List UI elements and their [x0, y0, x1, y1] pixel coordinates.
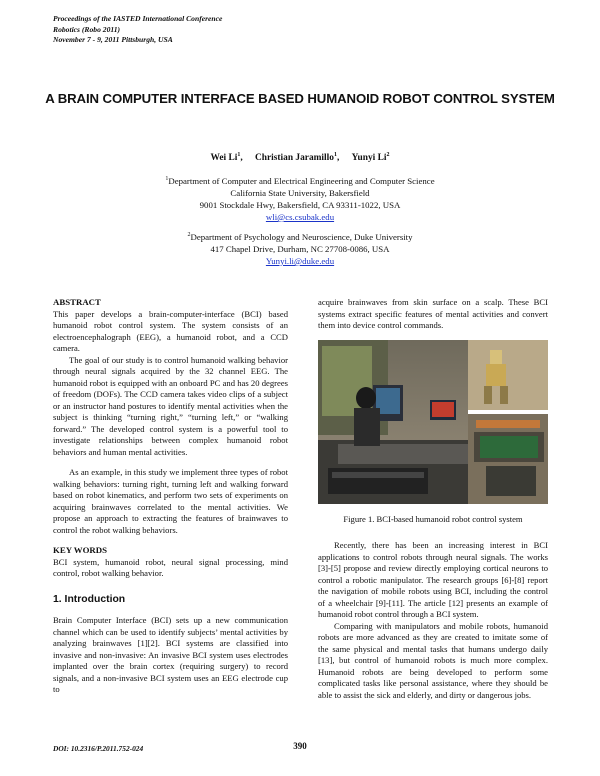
proceedings-line-2: Robotics (Robo 2011): [53, 24, 121, 34]
keywords-text: BCI system, humanoid robot, neural signal processing, mind control, robot walking behavior.: [53, 556, 288, 578]
paper-title: A BRAIN COMPUTER INTERFACE BASED HUMANOID ROBOT CONTROL SYSTEM: [45, 91, 555, 106]
abstract-paragraph-1: This paper develops a brain-computer-interface (BCI) based humanoid robot control system. The system consists of an electroencephalograph (EEG), a humanoid robot, and a CCD camera.: [53, 308, 288, 353]
affiliation-2-email-link[interactable]: Yunyi.li@duke.edu: [265, 255, 335, 266]
author-list: [0, 152, 600, 163]
proceedings-header: [53, 14, 222, 46]
proceedings-line-3: November 7 - 9, 2011 Pittsburgh, USA: [53, 35, 173, 44]
introduction-heading: 1. Introduction: [53, 593, 126, 605]
affiliation-1-univ: California State University, Bakersfield: [230, 187, 370, 198]
author-2: Christian Jaramillo$^1$,: [255, 152, 340, 164]
affiliation-1: $^1$Department of Computer and Electrical Engineering and Computer Science California State University, Bakersfield 9001 Stockdale Hwy, Bakersfield, CA 93311-1022, USA wli@cs.csubak.edu: [0, 173, 600, 223]
left-column: [53, 297, 288, 696]
keywords-heading: KEY WORDS: [53, 545, 108, 555]
abstract-paragraph-3: As an example, in this study we implement three types of robot walking behaviors: turning right, turning left and walking forward based on robot kinematics, and perform two sets of experiments on acquiring brainwaves correlated to the mental activities. We propose an approach to extracting the features of brainwaves to control the robot walking behaviors.: [53, 467, 288, 535]
page-number: 390: [293, 741, 307, 751]
affiliation-2: $^2$Department of Psychology and Neuroscience, Duke University 417 Chapel Drive, Durham, NC 27708-0086, USA Yunyi.li@duke.edu: [0, 229, 600, 267]
proceedings-line-1: Proceedings of the IASTED International Conference: [53, 14, 223, 23]
right-paragraph-0: acquire brainwaves from skin surface on a scalp. These BCI systems extract specific features of mental activities and convert them into device control commands.: [318, 297, 548, 330]
affiliation-1-dept: Department of Computer and Electrical Engineering and Computer Science: [168, 175, 435, 186]
affiliation-1-email-link[interactable]: wli@cs.csubak.edu: [265, 211, 335, 222]
author-1: Wei Li$^1$,: [210, 152, 243, 164]
right-column-bottom: [318, 540, 548, 701]
abstract-paragraph-2: The goal of our study is to control humanoid walking behavior through neural signals acquired by the 32 channel EEG. The humanoid robot is equipped with an onboard PC and has 20 degrees of freedom (DOFs). The CCD camera takes video clips of a subject or an instructor hand postures to identify mental activities when the subject is thinking “turning right,” “turning left,” or “walking forward.” The developed control system is a powerful tool to investigate relationships between complex humanoid robot behaviors and human mental activities.: [53, 354, 288, 457]
right-paragraph-1: Recently, there has been an increasing interest in BCI applications to control robots through neural signals. The works [3]-[5] propose and review directly employing cortical neurons to control a robotic manipulator. The research groups [6]-[8] report the navigation of mobile robots using BCI, including the control of a wheelchair [9]-[11]. The article [12] presents an example of humanoid robot control through a BCI system.: [318, 540, 548, 619]
affiliation-2-address: 417 Chapel Drive, Durham, NC 27708-0086, USA: [210, 243, 390, 254]
figure-1-illustration: [318, 340, 548, 504]
affiliation-2-dept: Department of Psychology and Neuroscience, Duke University: [190, 231, 413, 242]
affiliation-1-address: 9001 Stockdale Hwy, Bakersfield, CA 93311-1022, USA: [199, 199, 401, 210]
introduction-paragraph-1: Brain Computer Interface (BCI) sets up a new communication channel which can be used to identify subjects’ mental activities by analyzing brainwaves [1][2]. BCI systems are classified into invasive and non-invasive: An invasive BCI system uses electrodes implanted over the brain cortex (requiring surgery) to record signals, and a non-invasive BCI system uses an EEG electrode cup to: [53, 615, 288, 694]
doi-footer: DOI: 10.2316/P.2011.752-024: [53, 744, 144, 753]
right-paragraph-2: Comparing with manipulators and mobile robots, humanoid robots are more advanced as they are created to imitate some of the same physical and mental tasks that humans undergo daily [13], but control of humanoid robots is much more complex. Humanoid robots are being developed to perform some complicated tasks like personal assistance, where they should be able to assist the sick and elderly, and dirty or dangerous jobs.: [318, 620, 548, 700]
author-3: Yunyi Li$^2$: [351, 152, 390, 164]
figure-1-caption: Figure 1. BCI-based humanoid robot control system: [343, 514, 523, 524]
figure-1-photo: [318, 340, 548, 504]
right-column-top: [318, 297, 548, 332]
abstract-heading: ABSTRACT: [53, 297, 101, 307]
